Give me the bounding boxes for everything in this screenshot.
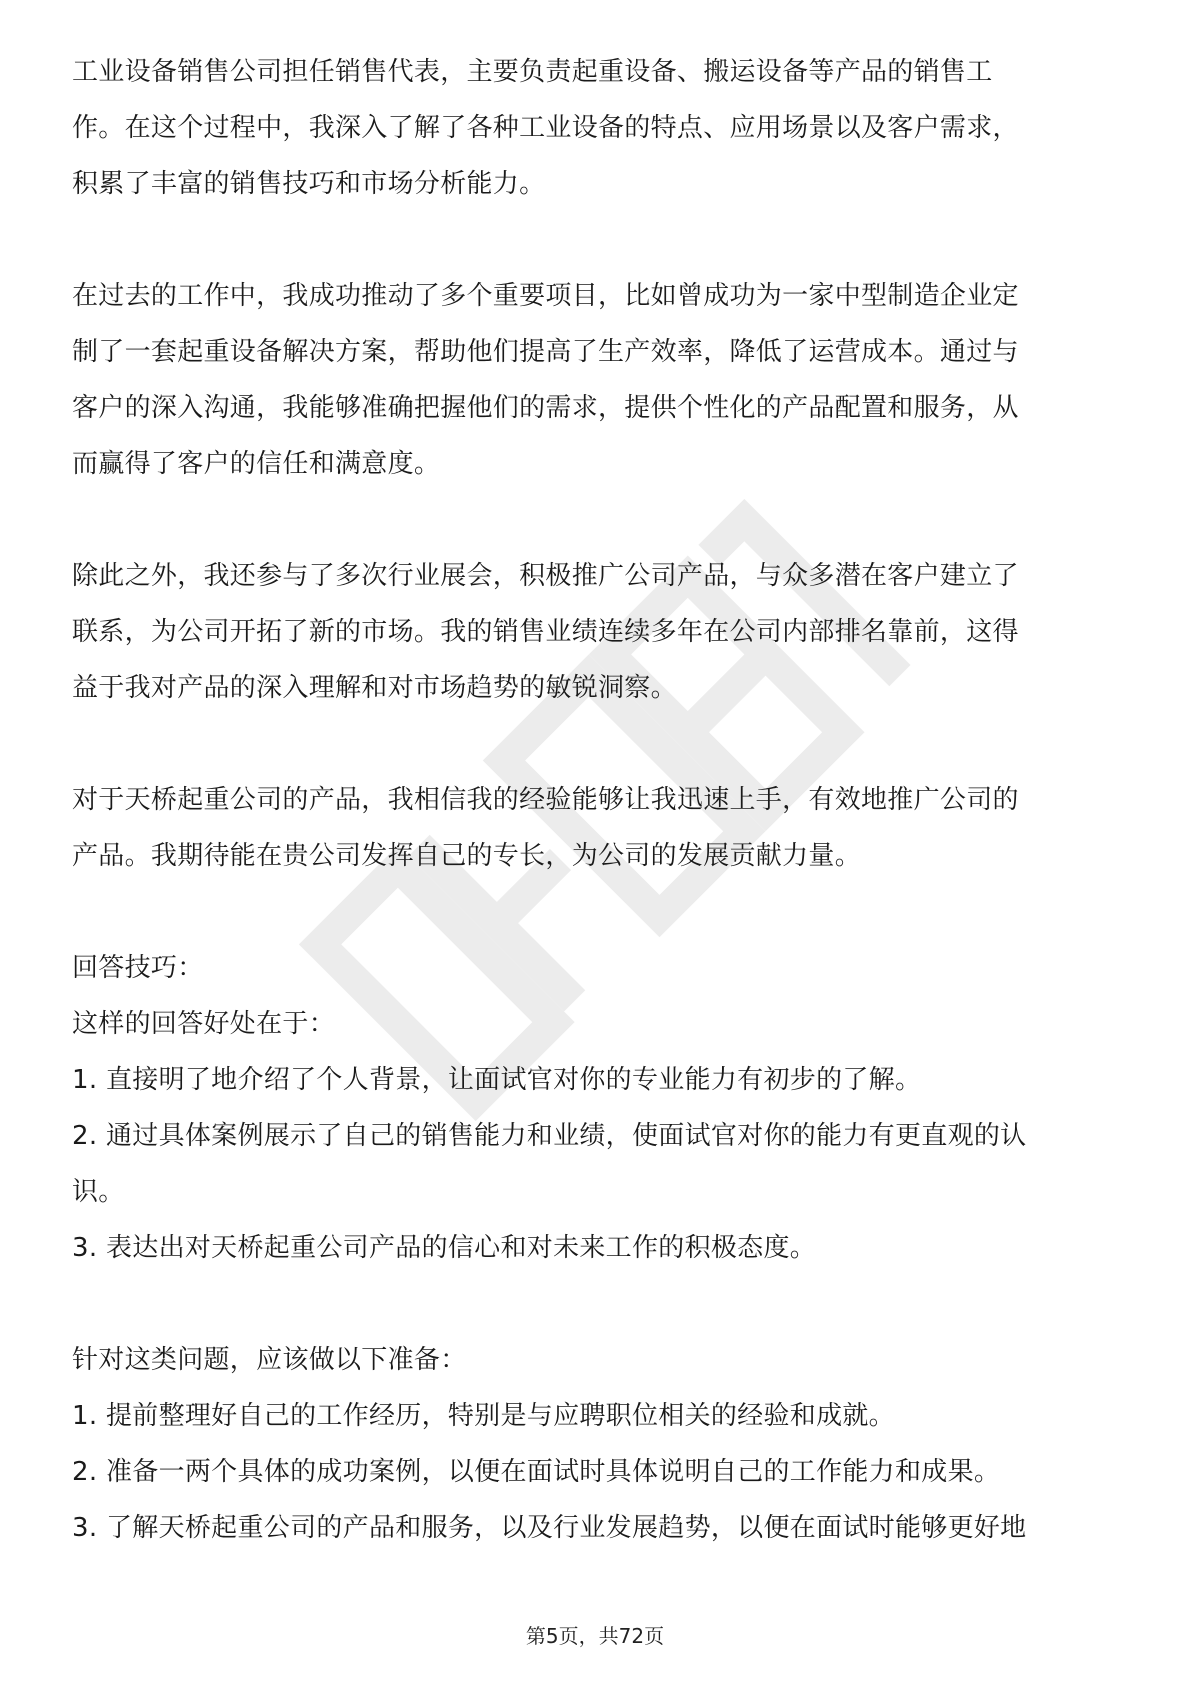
tips-heading: 回答技巧： [72, 953, 204, 983]
text-line: 客户的深入沟通，我能够准确把握他们的需求，提供个性化的产品配置和服务，从 [72, 393, 1019, 423]
text-line: 作。在这个过程中，我深入了解了各种工业设备的特点、应用场景以及客户需求， [72, 113, 1019, 143]
prep-line: 3. 了解天桥起重公司的产品和服务，以及行业发展趋势，以便在面试时能够更好地 [72, 1513, 1027, 1543]
paragraph-4 [72, 772, 1122, 884]
paragraph-2 [72, 268, 1122, 492]
text-line: 积累了丰富的销售技巧和市场分析能力。 [72, 169, 546, 199]
paragraph-3 [72, 548, 1122, 716]
tips-line: 1. 直接明了地介绍了个人背景，让面试官对你的专业能力有初步的了解。 [72, 1065, 922, 1095]
prep-heading: 针对这类问题，应该做以下准备： [72, 1345, 467, 1375]
tips-line: 2. 通过具体案例展示了自己的销售能力和业绩，使面试官对你的能力有更直观的认 [72, 1121, 1027, 1151]
text-line: 产品。我期待能在贵公司发挥自己的专长，为公司的发展贡献力量。 [72, 841, 862, 871]
prep-line: 1. 提前整理好自己的工作经历，特别是与应聘职位相关的经验和成就。 [72, 1401, 895, 1431]
document-body [72, 44, 1122, 1612]
text-line: 除此之外，我还参与了多次行业展会，积极推广公司产品，与众多潜在客户建立了 [72, 561, 1019, 591]
page-number: 第5页，共72页 [525, 1624, 665, 1648]
tips-line: 识。 [72, 1177, 125, 1207]
prep-section [72, 1332, 1122, 1556]
text-line: 制了一套起重设备解决方案，帮助他们提高了生产效率，降低了运营成本。通过与 [72, 337, 1019, 367]
text-line: 联系，为公司开拓了新的市场。我的销售业绩连续多年在公司内部排名靠前，这得 [72, 617, 1019, 647]
text-line: 对于天桥起重公司的产品，我相信我的经验能够让我迅速上手，有效地推广公司的 [72, 785, 1019, 815]
text-line: 工业设备销售公司担任销售代表，主要负责起重设备、搬运设备等产品的销售工 [72, 57, 993, 87]
text-line: 而赢得了客户的信任和满意度。 [72, 449, 441, 479]
prep-line: 2. 准备一两个具体的成功案例，以便在面试时具体说明自己的工作能力和成果。 [72, 1457, 1001, 1487]
text-line: 在过去的工作中，我成功推动了多个重要项目，比如曾成功为一家中型制造企业定 [72, 281, 1019, 311]
tips-line: 这样的回答好处在于： [72, 1009, 336, 1039]
text-line: 益于我对产品的深入理解和对市场趋势的敏锐洞察。 [72, 673, 677, 703]
tips-line: 3. 表达出对天桥起重公司产品的信心和对未来工作的积极态度。 [72, 1233, 817, 1263]
tips-section [72, 940, 1122, 1276]
paragraph-1 [72, 44, 1122, 212]
